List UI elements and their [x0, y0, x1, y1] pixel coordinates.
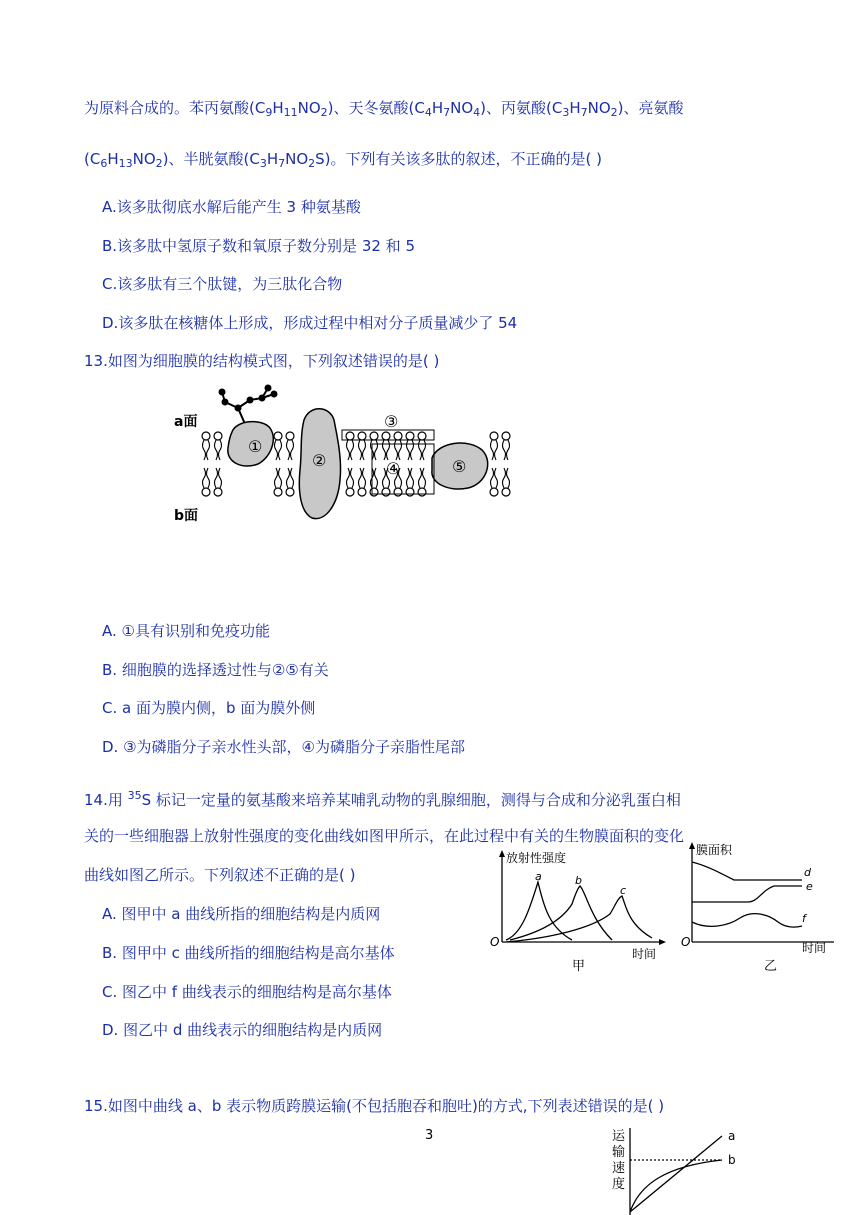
phospholipid-head [382, 488, 390, 496]
q12-line-2: $(C_6H_{13}NO_2)$、半胱氨酸$(C_3H_7NO_2S)$。下列有关该多肽的叙述，不正确的是( ) [84, 150, 602, 170]
phospholipid-head [214, 488, 222, 496]
phospholipid-head [358, 488, 366, 496]
q14-option-b: B. 图甲中 c 曲线所指的细胞结构是高尔基体 [102, 944, 395, 962]
yi-caption: 乙 [764, 959, 778, 973]
q15-ylabel-4: 度 [612, 1177, 626, 1192]
q15-ylabel-2: 输 [612, 1145, 626, 1160]
phospholipid-tail [347, 468, 354, 488]
q14-stem-line-3: 曲线如图乙所示。下列叙述不正确的是( ) [84, 866, 356, 884]
phospholipid-head [202, 488, 210, 496]
phospholipid-head [406, 488, 414, 496]
phospholipid-tail [383, 440, 390, 460]
phospholipid-tail [359, 468, 366, 488]
q15-curve-a-label: a [728, 1129, 736, 1143]
phospholipid-tail [491, 468, 498, 488]
jia-curve-a [506, 882, 572, 940]
q14-option-c: C. 图乙中 f 曲线表示的细胞结构是高尔基体 [102, 983, 392, 1001]
yi-curve-f [692, 914, 802, 928]
q15-ylabel-1: 运 [612, 1129, 626, 1144]
phospholipid-head [502, 488, 510, 496]
phospholipid-head [418, 488, 426, 496]
phospholipid-tail [275, 468, 282, 488]
phospholipid-tail [395, 440, 402, 460]
marker-4: ④ [386, 459, 401, 478]
jia-curve-b-label: b [575, 874, 582, 887]
phospholipid-tail [215, 468, 222, 488]
phospholipid-head [382, 432, 390, 440]
phospholipid-head [346, 488, 354, 496]
q14-stem-line-2: 关的一些细胞器上放射性强度的变化曲线如图甲所示，在此过程中有关的生物膜面积的变化 [84, 827, 685, 845]
phospholipid-head [214, 432, 222, 440]
phospholipid-head [286, 488, 294, 496]
phospholipid-tail [287, 440, 294, 460]
phospholipid-tail [419, 468, 426, 488]
q13-option-c: C. a 面为膜内侧，b 面为膜外侧 [102, 699, 316, 717]
label-b-face: b面 [174, 508, 199, 524]
phospholipid-tail [275, 440, 282, 460]
q12-option-d: D.该多肽在核糖体上形成，形成过程中相对分子质量减少了 54 [102, 314, 518, 332]
phospholipid-head [406, 432, 414, 440]
phospholipid-tail [503, 468, 510, 488]
phospholipid-tail [407, 440, 414, 460]
marker-3: ③ [384, 412, 399, 431]
phospholipid-head [358, 432, 366, 440]
q14-option-a: A. 图甲中 a 曲线所指的细胞结构是内质网 [102, 905, 381, 923]
phospholipid-head [274, 432, 282, 440]
q13-stem: 13.如图为细胞膜的结构模式图，下列叙述错误的是( ) [84, 352, 440, 370]
q15-stem: 15.如图中曲线 a、b 表示物质跨膜运输(不包括胞吞和胞吐)的方式,下列表述错误的是( ) [84, 1097, 665, 1115]
q15-curve-b-label: b [728, 1153, 736, 1167]
phospholipid-tail [215, 440, 222, 460]
jia-xlabel: 时间 [632, 947, 657, 961]
phospholipid-head [286, 432, 294, 440]
phospholipid-head [502, 432, 510, 440]
yi-curve-e [692, 886, 802, 902]
phospholipid-tail [503, 440, 510, 460]
q14-option-d: D. 图乙中 d 曲线表示的细胞结构是内质网 [102, 1021, 383, 1039]
page-number: 3 [425, 1128, 434, 1143]
q15-chart [606, 1124, 756, 1215]
q15-ylabel-3: 速 [612, 1161, 626, 1176]
q15-curve-a [630, 1136, 722, 1212]
phospholipid-head [274, 488, 282, 496]
phospholipid-head [202, 432, 210, 440]
yi-curve-e-label: e [806, 880, 813, 893]
q13-option-d: D. ③为磷脂分子亲水性头部，④为磷脂分子亲脂性尾部 [102, 738, 465, 756]
phospholipid-tail [203, 468, 210, 488]
phospholipid-tail [359, 440, 366, 460]
yi-xlabel: 时间 [802, 941, 827, 955]
jia-origin: O [490, 935, 500, 949]
phospholipid-tail [203, 440, 210, 460]
q12-option-b: B.该多肽中氢原子数和氧原子数分别是 32 和 5 [102, 237, 415, 255]
yi-curve-f-label: f [802, 912, 806, 925]
phospholipid-tail [419, 440, 426, 460]
phospholipid-tail [491, 440, 498, 460]
cell-membrane-figure [170, 380, 520, 525]
phospholipid-head [418, 432, 426, 440]
q12-line-1: 为原料合成的。苯丙氨酸$(C_9H_{11}NO_2)$、天冬氨酸$(C_4H_7NO_4)$、丙氨酸$(C_3H_7NO_2)$、亮氨酸 [84, 99, 684, 119]
label-a-face: a面 [174, 414, 198, 430]
jia-caption: 甲 [572, 959, 586, 973]
yi-origin: O [681, 935, 691, 949]
phospholipid-head [490, 432, 498, 440]
q13-option-b: B. 细胞膜的选择透过性与②⑤有关 [102, 661, 329, 679]
chart-yi [678, 840, 838, 973]
phospholipid-head [490, 488, 498, 496]
q12-option-a: A.该多肽彻底水解后能产生 3 种氨基酸 [102, 198, 361, 216]
phospholipid-head [394, 432, 402, 440]
yi-curve-d-label: d [804, 866, 811, 879]
q14-stem-line-1: 14.用 $^{35}$S 标记一定量的氨基酸来培养某哺乳动物的乳腺细胞，测得与合成和分泌乳蛋白相 [84, 789, 681, 809]
chart-jia [482, 848, 672, 973]
marker-5: ⑤ [452, 457, 467, 476]
phospholipid-head [370, 432, 378, 440]
jia-curve-a-label: a [535, 870, 542, 883]
phospholipid-head [370, 488, 378, 496]
sugar-chain [220, 386, 277, 425]
jia-curve-c-label: c [620, 884, 627, 897]
q12-option-c: C.该多肽有三个肽键，为三肽化合物 [102, 275, 343, 293]
jia-ylabel: 放射性强度 [506, 851, 567, 865]
phospholipid-head [394, 488, 402, 496]
phospholipid-tail [407, 468, 414, 488]
marker-2: ② [312, 451, 327, 470]
phospholipid-tail [287, 468, 294, 488]
q13-option-a: A. ①具有识别和免疫功能 [102, 622, 270, 640]
phospholipid-head [346, 432, 354, 440]
marker-1: ① [248, 437, 263, 456]
yi-curve-d [692, 862, 802, 880]
phospholipid-tail [347, 440, 354, 460]
yi-ylabel: 膜面积 [696, 843, 733, 857]
q15-curve-b [630, 1160, 722, 1212]
